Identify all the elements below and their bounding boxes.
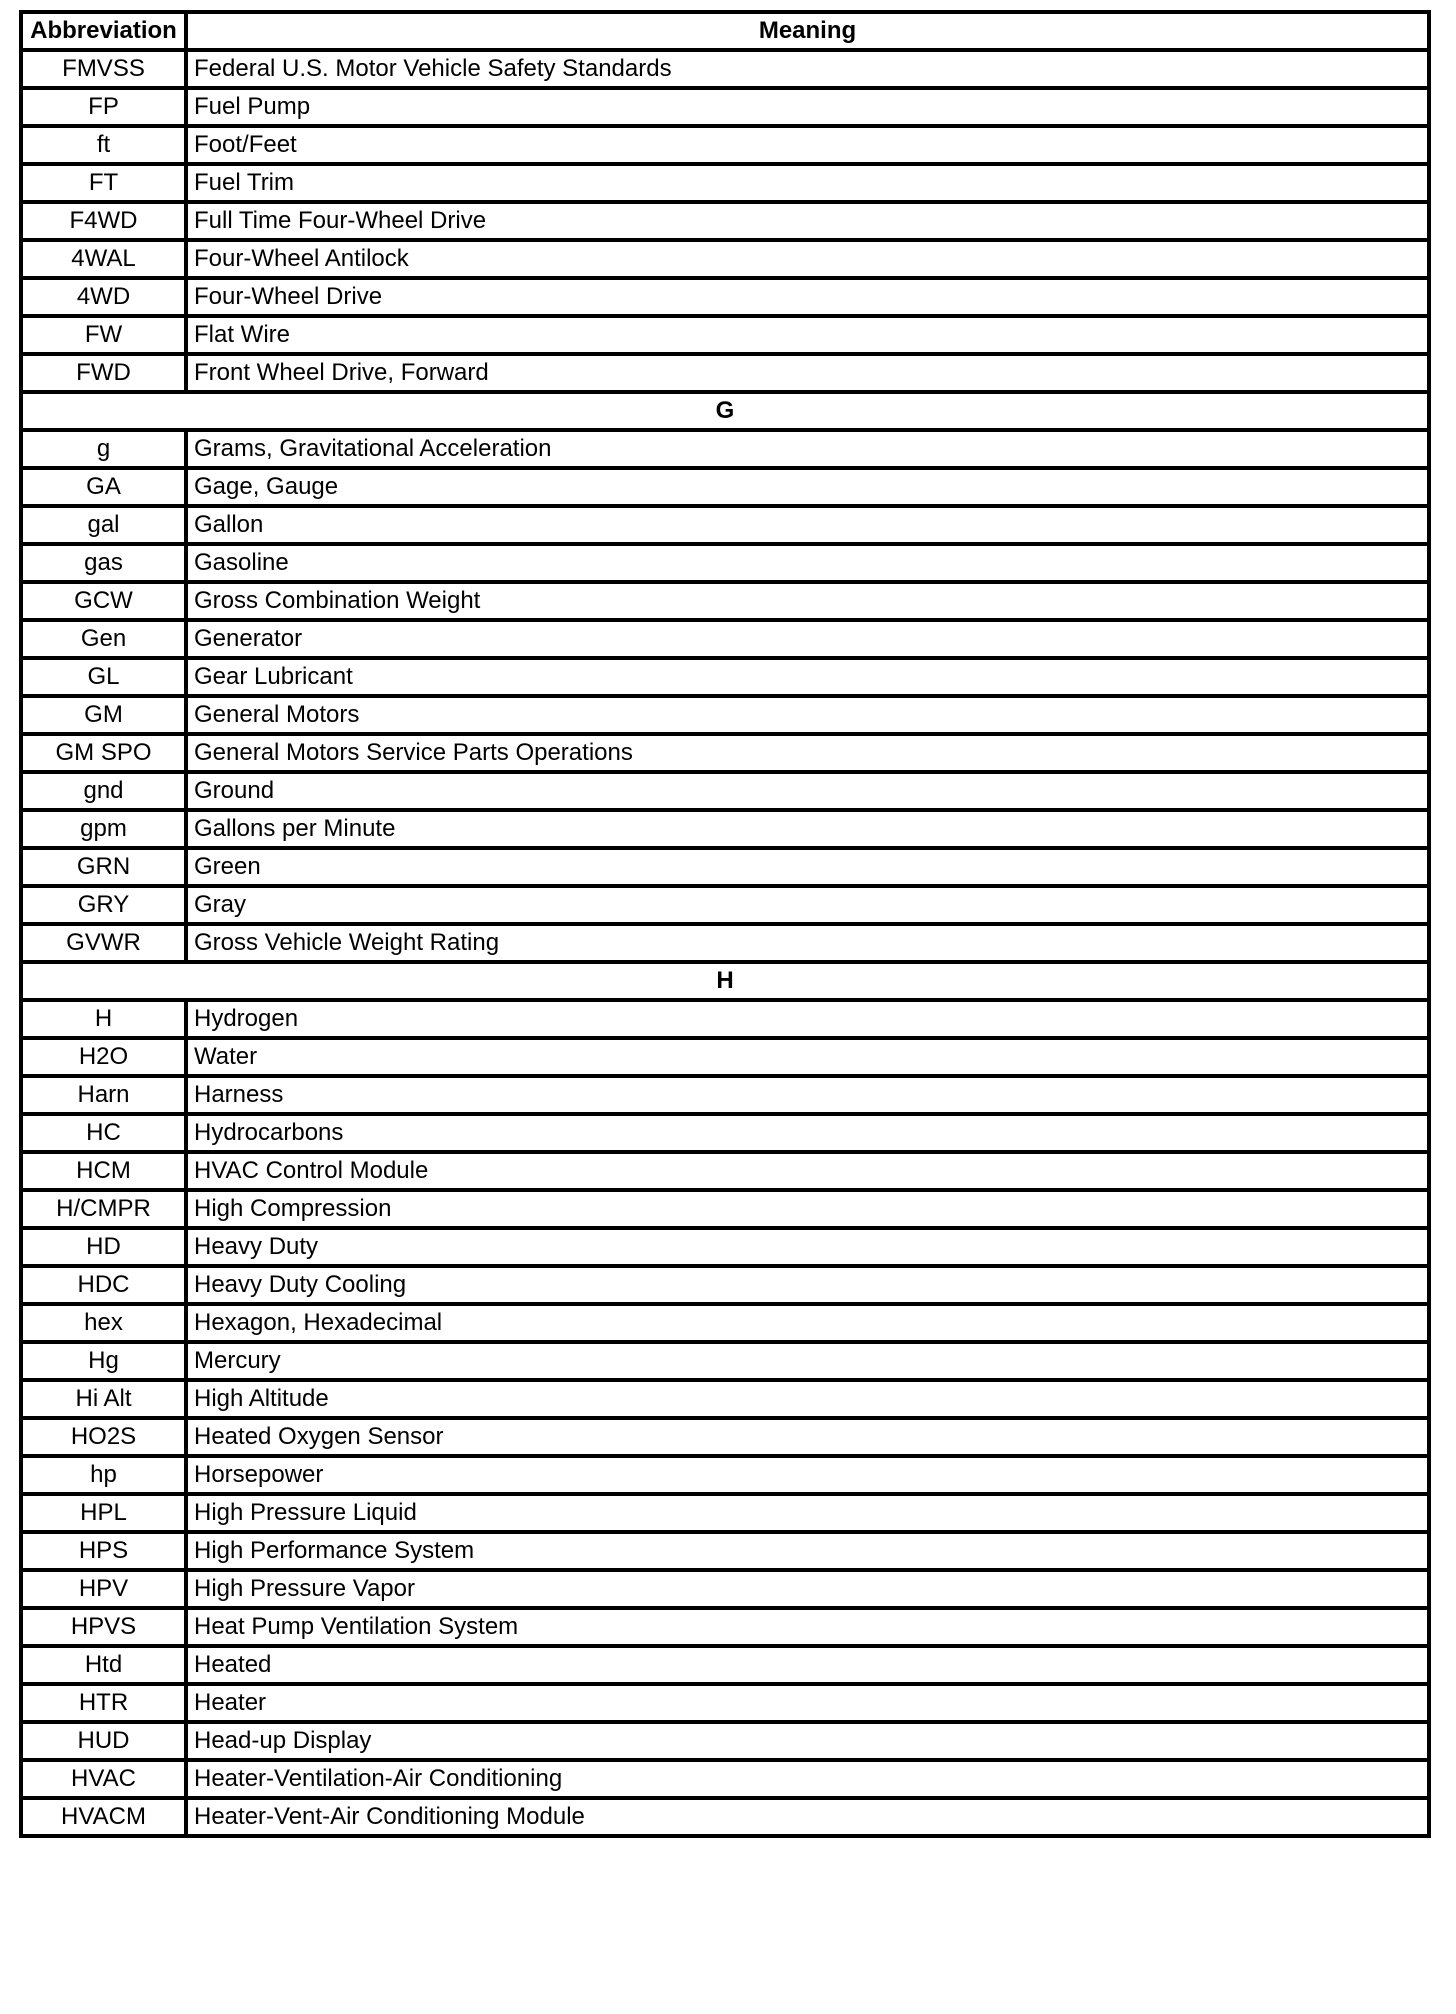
table-row (21, 1038, 1429, 1076)
abbreviation-cell: HCM (21, 1152, 186, 1190)
abbreviation-cell: gpm (21, 810, 186, 848)
abbreviation-cell: hp (21, 1456, 186, 1494)
table-row (21, 696, 1429, 734)
abbreviation-cell: Gen (21, 620, 186, 658)
header-meaning: Meaning (186, 12, 1429, 50)
abbreviation-cell: GVWR (21, 924, 186, 962)
abbreviation-cell: HTR (21, 1684, 186, 1722)
meaning-cell: Heater-Ventilation-Air Conditioning (186, 1760, 1429, 1798)
abbreviation-cell: gas (21, 544, 186, 582)
abbreviation-cell: H/CMPR (21, 1190, 186, 1228)
meaning-cell: Gray (186, 886, 1429, 924)
table-row (21, 126, 1429, 164)
table-row (21, 924, 1429, 962)
abbreviation-cell: F4WD (21, 202, 186, 240)
meaning-cell: Gasoline (186, 544, 1429, 582)
table-row (21, 1000, 1429, 1038)
header-abbreviation: Abbreviation (21, 12, 186, 50)
meaning-cell: Heated (186, 1646, 1429, 1684)
meaning-cell: Four-Wheel Antilock (186, 240, 1429, 278)
abbreviation-cell: GCW (21, 582, 186, 620)
meaning-cell: HVAC Control Module (186, 1152, 1429, 1190)
meaning-cell: Four-Wheel Drive (186, 278, 1429, 316)
meaning-cell: Heater-Vent-Air Conditioning Module (186, 1798, 1429, 1836)
table-row (21, 1760, 1429, 1798)
abbreviation-cell: Hg (21, 1342, 186, 1380)
abbreviation-cell: gnd (21, 772, 186, 810)
table-row (21, 1342, 1429, 1380)
abbreviation-cell: HD (21, 1228, 186, 1266)
table-row (21, 278, 1429, 316)
meaning-cell: Heat Pump Ventilation System (186, 1608, 1429, 1646)
abbreviation-cell: g (21, 430, 186, 468)
abbreviation-cell: GA (21, 468, 186, 506)
table-row (21, 354, 1429, 392)
table-row (21, 1608, 1429, 1646)
meaning-cell: Hydrocarbons (186, 1114, 1429, 1152)
meaning-cell: Hexagon, Hexadecimal (186, 1304, 1429, 1342)
table-row (21, 620, 1429, 658)
meaning-cell: General Motors Service Parts Operations (186, 734, 1429, 772)
abbreviation-table (19, 10, 1431, 1838)
table-row (21, 1532, 1429, 1570)
meaning-cell: Fuel Trim (186, 164, 1429, 202)
table-row (21, 50, 1429, 88)
abbreviation-cell: FP (21, 88, 186, 126)
abbreviation-cell: GRY (21, 886, 186, 924)
meaning-cell: Ground (186, 772, 1429, 810)
abbreviation-cell: Harn (21, 1076, 186, 1114)
abbreviation-cell: HVAC (21, 1760, 186, 1798)
table-row (21, 88, 1429, 126)
table-row (21, 1456, 1429, 1494)
meaning-cell: Mercury (186, 1342, 1429, 1380)
meaning-cell: Generator (186, 620, 1429, 658)
table-row (21, 164, 1429, 202)
abbreviation-cell: hex (21, 1304, 186, 1342)
meaning-cell: Federal U.S. Motor Vehicle Safety Standards (186, 50, 1429, 88)
abbreviation-cell: FWD (21, 354, 186, 392)
table-row (21, 1684, 1429, 1722)
meaning-cell: General Motors (186, 696, 1429, 734)
table-row (21, 506, 1429, 544)
abbreviation-cell: GL (21, 658, 186, 696)
table-row (21, 1190, 1429, 1228)
abbreviation-cell: HPV (21, 1570, 186, 1608)
abbreviation-cell: Htd (21, 1646, 186, 1684)
meaning-cell: Head-up Display (186, 1722, 1429, 1760)
meaning-cell: Gallons per Minute (186, 810, 1429, 848)
abbreviation-cell: HPL (21, 1494, 186, 1532)
meaning-cell: High Pressure Liquid (186, 1494, 1429, 1532)
table-row (21, 810, 1429, 848)
meaning-cell: Gallon (186, 506, 1429, 544)
meaning-cell: Gear Lubricant (186, 658, 1429, 696)
abbreviation-cell: H2O (21, 1038, 186, 1076)
abbreviation-cell: 4WAL (21, 240, 186, 278)
table-row (21, 582, 1429, 620)
abbreviation-cell: H (21, 1000, 186, 1038)
meaning-cell: Foot/Feet (186, 126, 1429, 164)
abbreviation-cell: HVACM (21, 1798, 186, 1836)
abbreviation-cell: HO2S (21, 1418, 186, 1456)
section-header-row (21, 962, 1429, 1000)
table-row (21, 544, 1429, 582)
table-row (21, 886, 1429, 924)
abbreviation-cell: HPVS (21, 1608, 186, 1646)
meaning-cell: Green (186, 848, 1429, 886)
table-row (21, 734, 1429, 772)
table-row (21, 1494, 1429, 1532)
table-row (21, 1266, 1429, 1304)
abbreviation-cell: gal (21, 506, 186, 544)
meaning-cell: Heated Oxygen Sensor (186, 1418, 1429, 1456)
meaning-cell: Heavy Duty Cooling (186, 1266, 1429, 1304)
table-row (21, 1380, 1429, 1418)
abbreviation-cell: GRN (21, 848, 186, 886)
meaning-cell: Gage, Gauge (186, 468, 1429, 506)
meaning-cell: Heavy Duty (186, 1228, 1429, 1266)
table-body (21, 50, 1429, 1836)
abbreviation-cell: GM (21, 696, 186, 734)
meaning-cell: Front Wheel Drive, Forward (186, 354, 1429, 392)
meaning-cell: Flat Wire (186, 316, 1429, 354)
meaning-cell: Horsepower (186, 1456, 1429, 1494)
meaning-cell: Gross Vehicle Weight Rating (186, 924, 1429, 962)
table-row (21, 1304, 1429, 1342)
table-row (21, 468, 1429, 506)
table-row (21, 1152, 1429, 1190)
abbreviation-cell: HPS (21, 1532, 186, 1570)
meaning-cell: Heater (186, 1684, 1429, 1722)
meaning-cell: Harness (186, 1076, 1429, 1114)
table-row (21, 1646, 1429, 1684)
table-row (21, 1114, 1429, 1152)
abbreviation-cell: FT (21, 164, 186, 202)
abbreviation-cell: HUD (21, 1722, 186, 1760)
table-row (21, 848, 1429, 886)
section-header-row (21, 392, 1429, 430)
section-letter: G (21, 392, 1429, 430)
table-row (21, 772, 1429, 810)
abbreviation-cell: HDC (21, 1266, 186, 1304)
meaning-cell: High Pressure Vapor (186, 1570, 1429, 1608)
table-row (21, 1570, 1429, 1608)
abbreviation-cell: Hi Alt (21, 1380, 186, 1418)
abbreviation-cell: ft (21, 126, 186, 164)
table-row (21, 430, 1429, 468)
abbreviation-cell: HC (21, 1114, 186, 1152)
abbreviation-cell: FMVSS (21, 50, 186, 88)
abbreviation-cell: FW (21, 316, 186, 354)
abbreviation-cell: GM SPO (21, 734, 186, 772)
meaning-cell: High Compression (186, 1190, 1429, 1228)
section-letter: H (21, 962, 1429, 1000)
meaning-cell: Water (186, 1038, 1429, 1076)
meaning-cell: Fuel Pump (186, 88, 1429, 126)
table-row (21, 1722, 1429, 1760)
table-row (21, 240, 1429, 278)
meaning-cell: Gross Combination Weight (186, 582, 1429, 620)
meaning-cell: Full Time Four-Wheel Drive (186, 202, 1429, 240)
abbreviation-cell: 4WD (21, 278, 186, 316)
table-header-row (21, 12, 1429, 50)
meaning-cell: Grams, Gravitational Acceleration (186, 430, 1429, 468)
meaning-cell: High Performance System (186, 1532, 1429, 1570)
table-row (21, 1076, 1429, 1114)
table-row (21, 1228, 1429, 1266)
table-row (21, 1798, 1429, 1836)
table-row (21, 202, 1429, 240)
table-row (21, 316, 1429, 354)
meaning-cell: High Altitude (186, 1380, 1429, 1418)
meaning-cell: Hydrogen (186, 1000, 1429, 1038)
table-row (21, 1418, 1429, 1456)
table-row (21, 658, 1429, 696)
